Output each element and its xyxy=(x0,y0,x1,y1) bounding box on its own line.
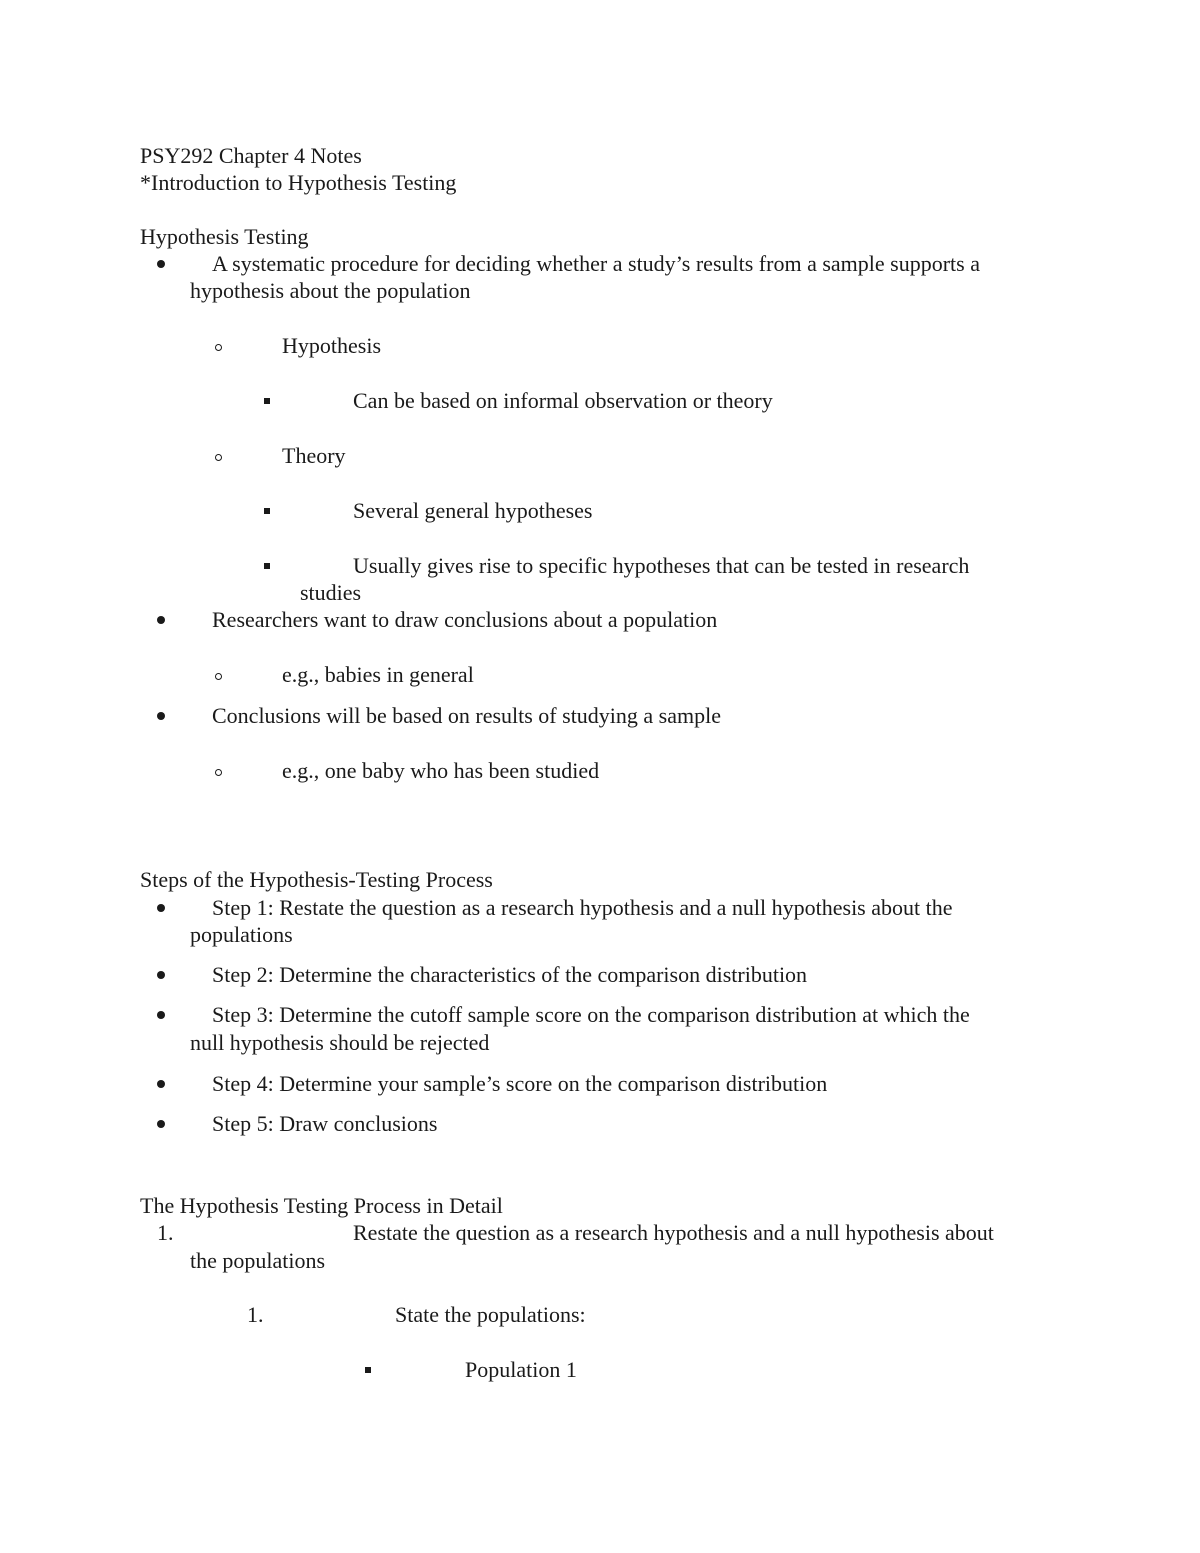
sub-sub-item-text: Usually gives rise to specific hypotheses that can be tested in research xyxy=(353,553,970,578)
bullet-disc-icon xyxy=(157,1120,165,1128)
sub-item-text: e.g., babies in general xyxy=(282,662,474,687)
bullet-disc-icon xyxy=(157,1080,165,1088)
sub-sub-item-text: Population 1 xyxy=(465,1357,577,1382)
list-number: 1. xyxy=(157,1220,174,1245)
bullet-circle-icon xyxy=(215,454,222,461)
document-subtitle: *Introduction to Hypothesis Testing xyxy=(140,170,457,195)
numbered-item-text-continued: the populations xyxy=(190,1248,326,1273)
step-3-text-continued: null hypothesis should be rejected xyxy=(190,1030,490,1055)
list-item-text-continued: hypothesis about the population xyxy=(190,278,471,303)
list-item-text: Researchers want to draw conclusions about a population xyxy=(212,607,718,632)
list-item-text: A systematic procedure for deciding whether a study’s results from a sample supports a xyxy=(212,251,980,276)
bullet-disc-icon xyxy=(157,260,165,268)
numbered-item-text: Restate the question as a research hypothesis and a null hypothesis about xyxy=(353,1220,994,1245)
bullet-disc-icon xyxy=(157,616,165,624)
step-4-text: Step 4: Determine your sample’s score on the comparison distribution xyxy=(212,1071,828,1096)
step-1-text: Step 1: Restate the question as a research hypothesis and a null hypothesis about the xyxy=(212,895,953,920)
section-heading-detail: The Hypothesis Testing Process in Detail xyxy=(140,1193,503,1218)
bullet-disc-icon xyxy=(157,712,165,720)
bullet-square-icon xyxy=(264,398,270,404)
numbered-sub-item-text: State the populations: xyxy=(395,1302,586,1327)
bullet-circle-icon xyxy=(215,769,222,776)
sub-sub-item-text: Several general hypotheses xyxy=(353,498,593,523)
step-5-text: Step 5: Draw conclusions xyxy=(212,1111,438,1136)
list-number: 1. xyxy=(247,1302,264,1327)
step-1-text-continued: populations xyxy=(190,922,293,947)
sub-sub-item-text: Can be based on informal observation or theory xyxy=(353,388,773,413)
bullet-disc-icon xyxy=(157,1011,165,1019)
list-item-text: Conclusions will be based on results of studying a sample xyxy=(212,703,721,728)
sub-item-hypothesis: Hypothesis xyxy=(282,333,381,358)
bullet-square-icon xyxy=(365,1367,371,1373)
document-title: PSY292 Chapter 4 Notes xyxy=(140,143,362,168)
bullet-square-icon xyxy=(264,508,270,514)
step-2-text: Step 2: Determine the characteristics of the comparison distribution xyxy=(212,962,808,987)
section-heading-hypothesis-testing: Hypothesis Testing xyxy=(140,224,309,249)
sub-item-theory: Theory xyxy=(282,443,346,468)
sub-sub-item-text-continued: studies xyxy=(300,580,362,605)
step-3-text: Step 3: Determine the cutoff sample score on the comparison distribution at which the xyxy=(212,1002,970,1027)
bullet-disc-icon xyxy=(157,971,165,979)
bullet-disc-icon xyxy=(157,904,165,912)
bullet-square-icon xyxy=(264,563,270,569)
bullet-circle-icon xyxy=(215,673,222,680)
section-heading-steps: Steps of the Hypothesis-Testing Process xyxy=(140,867,493,892)
sub-item-text: e.g., one baby who has been studied xyxy=(282,758,600,783)
bullet-circle-icon xyxy=(215,344,222,351)
